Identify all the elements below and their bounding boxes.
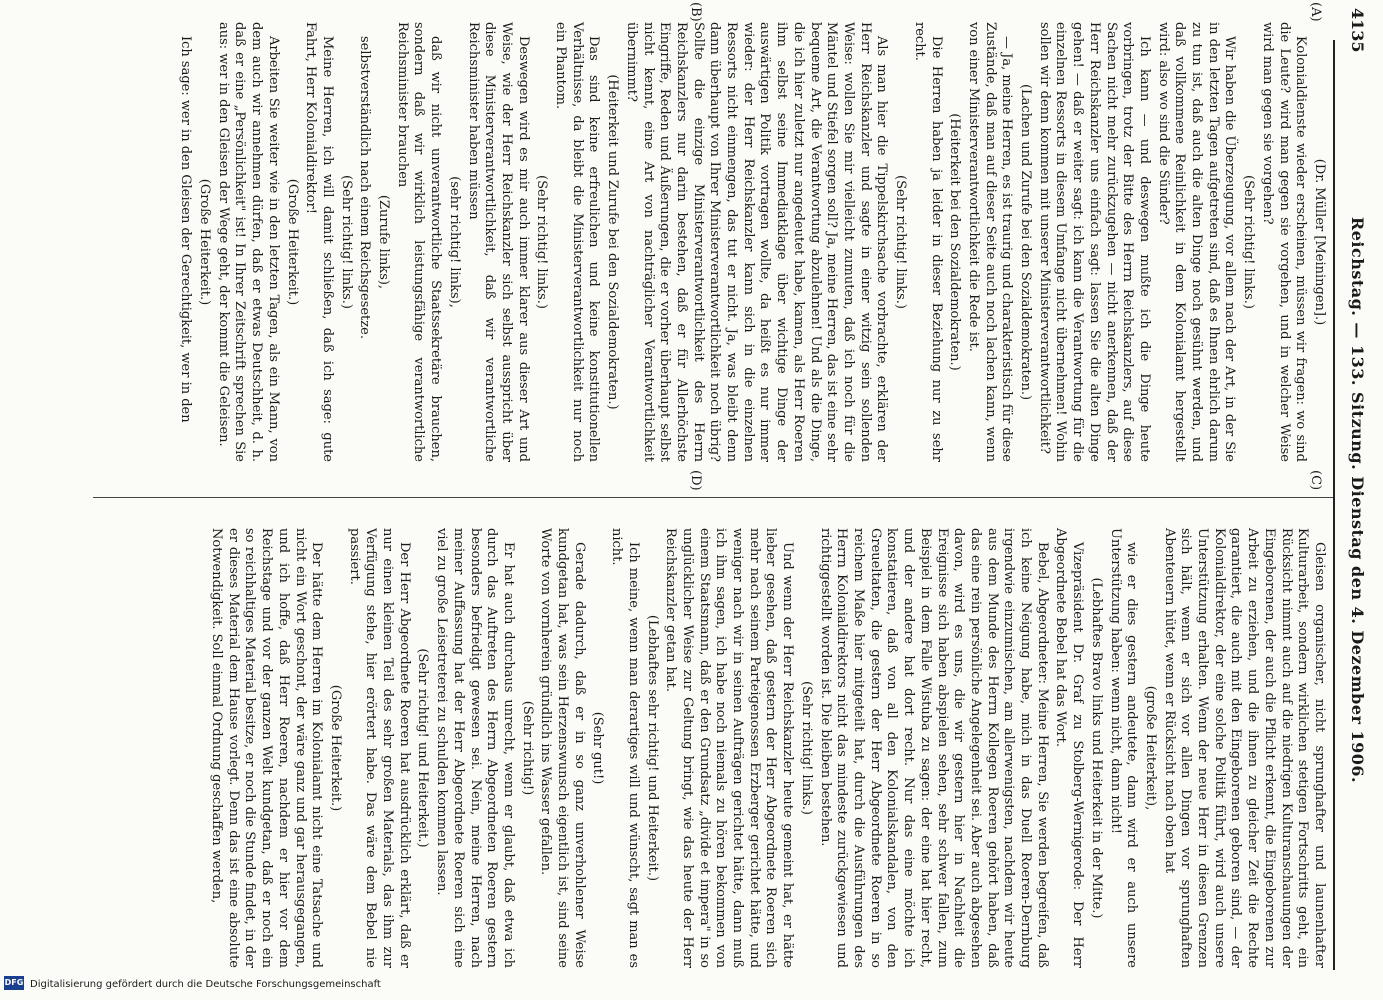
paragraph: Er hat auch durchaus unrecht, wenn er glaubt, daß etwa ich durch das Auftreten des Herrn Abgeordneten Roeren gestern besonders befriedigt gewesen sei. Nein, meine Herren, nach meiner Auffassung hat der Herr Abgeordnete Roeren sich eine viel zu große Leisetreterei zu schulden kommen lassen. xyxy=(434,528,516,968)
paragraph: Ich sage: wer in den Gleisen der Gerechtigkeit, wer in den xyxy=(178,36,194,423)
page-footer xyxy=(0,972,1000,992)
paragraph: Gerade dadurch, daß er in so ganz unverhohlener Weise kundgetan hat, was sein Herzenswunsch eigentlich ist, sind seine Worte von vornherein gründlich ins Wasser gefallen. xyxy=(538,528,587,968)
running-title: Reichstag. — 133. Sitzung. Dienstag den 4. Dezember 1906. xyxy=(1348,216,1367,784)
paragraph: (sehr richtig! links), xyxy=(446,176,462,308)
page-header xyxy=(1337,0,1373,1000)
column-divider xyxy=(93,497,1333,498)
paragraph: Bebel, Abgeordneter: Meine Herren, Sie werden begreifen, daß ich keine Neigung habe, mich in das Duell Roeren-Dernburg irgendwie einzumischen, am allerwenigsten, nachdem wir heute aus dem Munde des Herrn Kollegen Roeren gehört haben, daß das eine rein persönliche Angelegenheit sei. Aber auch abgesehen davon, wird es uns, die wir gestern hier in Nachheit die Ereignisse sich haben abspielen sehen, sehr schwer fallen, zum Beispiel in dem Falle Wistuba zu sagen: der eine hat hier recht, und der andere hat dort recht. Nur das eine möchte ich konstatieren, daß von all den Kolonialskandalen, von den Greueltaten, die gestern der Herr Abgeordnete Roeren in so reichem Maße hier mitgeteilt hat, durch die Ausführungen des Herrn Kolonialdirektors nicht das mindeste zurückgewiesen und richtiggestellt worden ist. Die bleiben bestehen. xyxy=(817,528,1050,968)
paragraph: Der Herr Abgeordnete Roeren hat ausdrücklich erklärt, daß er nur einen kleinen Teil des sehr großen Materials, das ihm zur Verfügung stehe, hier erörtert habe. Das wäre dem Bebel nie passiert. xyxy=(346,528,412,968)
paragraph: Ich meine, wenn man derartiges will und wünscht, sagt man es nicht. xyxy=(609,528,641,968)
paragraph: (Heiterkeit und Zurufe bei den Sozialdemokraten.) xyxy=(605,74,621,410)
paragraph: Kolonialdienste wieder erscheinen, müssen wir fragen: wo sind die Leute? wird man gegen sie vorgehen, und in welcher Weise wird man gegen sie vorgehen? xyxy=(1259,22,1309,462)
paragraph: — Ja, meine Herren, es ist traurig und charakteristisch für diese Zustände, daß man auf dieser Seite auch noch lachen kann, wenn von einer Ministerverantwortlichkeit die Rede ist. xyxy=(965,22,1015,462)
paragraph: (Sehr richtig! links.) xyxy=(534,175,550,309)
paragraph: (Zurufe links), xyxy=(376,194,392,290)
paragraph: (Sehr richtig! links.) xyxy=(1241,175,1257,309)
paragraph: (Dr. Müller [Meiningen].) xyxy=(1312,158,1327,326)
paragraph: wie er dies gestern andeutete, dann wird er auch unsere Unterstützung haben: wenn nicht, dann nicht! xyxy=(1107,528,1140,968)
paragraph: (Heiterkeit bei den Sozialdemokraten.) xyxy=(947,113,963,371)
paragraph: Vizepräsident Dr. Graf zu Stolberg-Wernigerode: Der Herr Abgeordnete Bebel hat das Wort. xyxy=(1053,528,1086,968)
paragraph: (Lachen und Zurufe bei den Sozialdemokraten.) xyxy=(1018,83,1034,401)
paragraph: Die Herren haben ja leider in dieser Beziehung nur zu sehr recht. xyxy=(911,22,944,462)
paragraph: Arbeiten Sie weiter wie in den letzten Tagen, als ein Mann, von dem auch wir annehmen dürfen, daß er etwas Deutschheit, d. h. daß er eine „Persönlichkeit" ist! In Ihrer Zeitschrift sprechen Sie aus: wer in den Gleisen der Wege geht, der kommt die Geleisen. xyxy=(215,22,281,462)
paragraph: Der hätte dem Herren im Kolonialamt nicht eine Tatsache und nicht ein Wort geschont, der wäre ganz und gar herausgegangen, und ich hoffe, daß Herr Roeren, nachdem er hier vor dem Reichstage und vor der ganzen Welt kundgetan, daß er noch ein so reichhaltiges Material besitze, er noch die Stunde findet, in der er dieses Material dem Hause vorlegt. Denn das ist eine absolute Notwendigkeit. Soll einmal Ordnung geschaffen werden, xyxy=(209,528,325,968)
paragraph: (Große Heiterkeit.) xyxy=(284,178,300,306)
right-text-column xyxy=(205,528,1327,968)
paragraph: (Sehr richtig! links.) xyxy=(893,175,909,309)
paragraph: Und wenn der Herr Reichskanzler heute gemeint hat, er hätte lieber gesehen, daß gestern der Herr Abgeordnete Roeren sich mehr nach seinem Parteigenossen Erzberger gerichtet hätte, und weniger nach wir in seinen Aufträgen gerichtet hätte, dann muß ich ihm sagen, ich habe noch niemals zu hören bekommen von einem Staatsmann, daß er den Grundsatz „divide et impera" in so unglücklicher Weise zur Geltung bringt, wie das heute der Herr Reichskanzler getan hat. xyxy=(663,528,796,968)
paragraph: daß wir nicht unverantwortliche Staatssekretäre brauchen, sondern daß wir wirklich leistungsfähige verantwortliche Reichsminister brauchen xyxy=(394,22,444,462)
margin-marker-c: (C) xyxy=(1308,470,1323,491)
paragraph: (Große Heiterkeit.) xyxy=(197,178,212,306)
paragraph: (Sehr gut!) xyxy=(590,711,606,785)
paragraph: Wir haben die Überzeugung, vor allem nach der Art, in der Sie in den letzten Tagen aufgetreten sind, daß es Ihnen ehrlich darum zu tun ist, daß auch die alten Dinge noch gesühnt werden, und daß vollkommene Reinlichkeit in dem Kolonialamt hergestellt wird: also wo sind die Sünder? xyxy=(1155,22,1238,462)
paragraph: Als man hier die Tippelskirchsache vorbrachte, erklären der Herr Reichskanzler und sagte in einer witzig sein sollenden Weise: wollen Sie mir vielleicht zumuten, daß ich noch für die Mäntel und Stiefel sorgen soll? Ja, meine Herren, das ist eine sehr bequeme Art, die Verantwortung abzulehnen! Und als die Dinge, die ich hier zuletzt nur angedeutet habe, kamen, als Herr Roeren ihm selbst seine Immediatklage über wichtige Dinge der auswärtigen Politik vortragen wollte, da heißt es nur immer wieder: der Herr Reichskanzler kann sich in die einzelnen Ressorts nicht einmengen, das tut er nicht. Ja, was bleibt denn dann überhaupt von Ihrer Ministerverantwortlichkeit noch übrig? Sollte die einzige Ministerverantwortlichkeit des Herrn Reichskanzlers nur darin bestehen, daß er für Allerhöchste Eingriffe, Reden und Äußerungen, die er vorher überhaupt selbst nicht kennt, eine Art von nachträglicher Verantwortlichkeit übernimmt? xyxy=(623,22,890,462)
margin-marker-a: (A) xyxy=(1308,2,1323,22)
paragraph: Meine Herren, ich will damit schließen, daß ich sage: gute Fahrt, Herr Kolonialdirektor! xyxy=(303,22,335,462)
paragraph: (Sehr richtig! und Heiterkeit.) xyxy=(415,648,431,848)
page-number: 4135 xyxy=(1348,8,1367,53)
header-rule xyxy=(1333,40,1335,970)
paragraph: Deswegen wird es mir auch immer klarer aus dieser Art und Weise, wie der Herr Reichskanzler sich selbst ausspricht über diese Ministerverantwortlichkeit, daß wir verantwortliche Reichsminister haben müssen xyxy=(465,22,531,462)
paragraph: (Sehr richtig! links.) xyxy=(798,681,814,815)
paragraph: (Große Heiterkeit.) xyxy=(327,684,343,812)
left-text-column xyxy=(175,22,1327,462)
paragraph: (Lebhaftes sehr richtig! und Heiterkeit.) xyxy=(644,614,660,882)
funding-notice: Digitalisierung gefördert durch die Deutsche Forschungsgemeinschaft xyxy=(30,979,381,990)
paragraph: (große Heiterkeit), xyxy=(1142,685,1158,811)
margin-marker-b: (B) xyxy=(688,2,703,22)
paragraph: Ich kann — und deswegen mußte ich die Dinge heute vorbringen, trotz der Bitte des Herrn Reichskanzlers, auf diese Sachen nicht mehr zurückzugehen — nicht anerkennen, daß der Herr Reichskanzler uns einfach sagt: lassen Sie die alten Dinge gehen! — daß er weiter sagt: ich kann die Verantwortung für die einzelnen Ressorts in diesem Umfange nicht übernehmen! Wohin sollen wir denn kommen mit unserer Ministerverantwortlichkeit? xyxy=(1036,22,1152,462)
paragraph: (Sehr richtig!) xyxy=(519,700,535,796)
paragraph: Das sind keine erfreulichen und keine konstitutionellen Verhältnisse, da bleibt die Ministerverantwortlichkeit nur noch ein Phantom. xyxy=(553,22,602,462)
paragraph: (Sehr richtig! links.) xyxy=(338,175,354,309)
dfg-logo: DFG xyxy=(4,976,24,990)
paragraph: selbstverständlich nach einem Reichsgesetze. xyxy=(357,36,373,339)
margin-marker-d: (D) xyxy=(688,470,703,491)
paragraph: Gleisen organischer, nicht sprunghafter und launenhafter Kulturarbeit, sondern wirklichen stetigen Fortschritts geht, ein Rücksicht nimmt auch auf die niedrigen Kulturanschauungen der Eingeborenen, der auch die Pflicht erkennt, die Eingeborenen zur Arbeit zu erziehen, und die ihnen zu gleicher Zeit die Rechte garantiert, die auch mit den Eingeborenen geboren sind, — der Kolonialdirektor, der eine solche Politik führt, wird auch unsere Unterstützung erhalten. Wenn der neue Herr in diesen Grenzen sich hält, wenn er sich vor allen Dingen vor sprunghaften Abenteuern hütet, wenn er Rücksicht nach oben hat xyxy=(1161,528,1327,968)
paragraph: (Lebhaftes Bravo links und Heiterkeit in der Mitte.) xyxy=(1088,577,1104,919)
